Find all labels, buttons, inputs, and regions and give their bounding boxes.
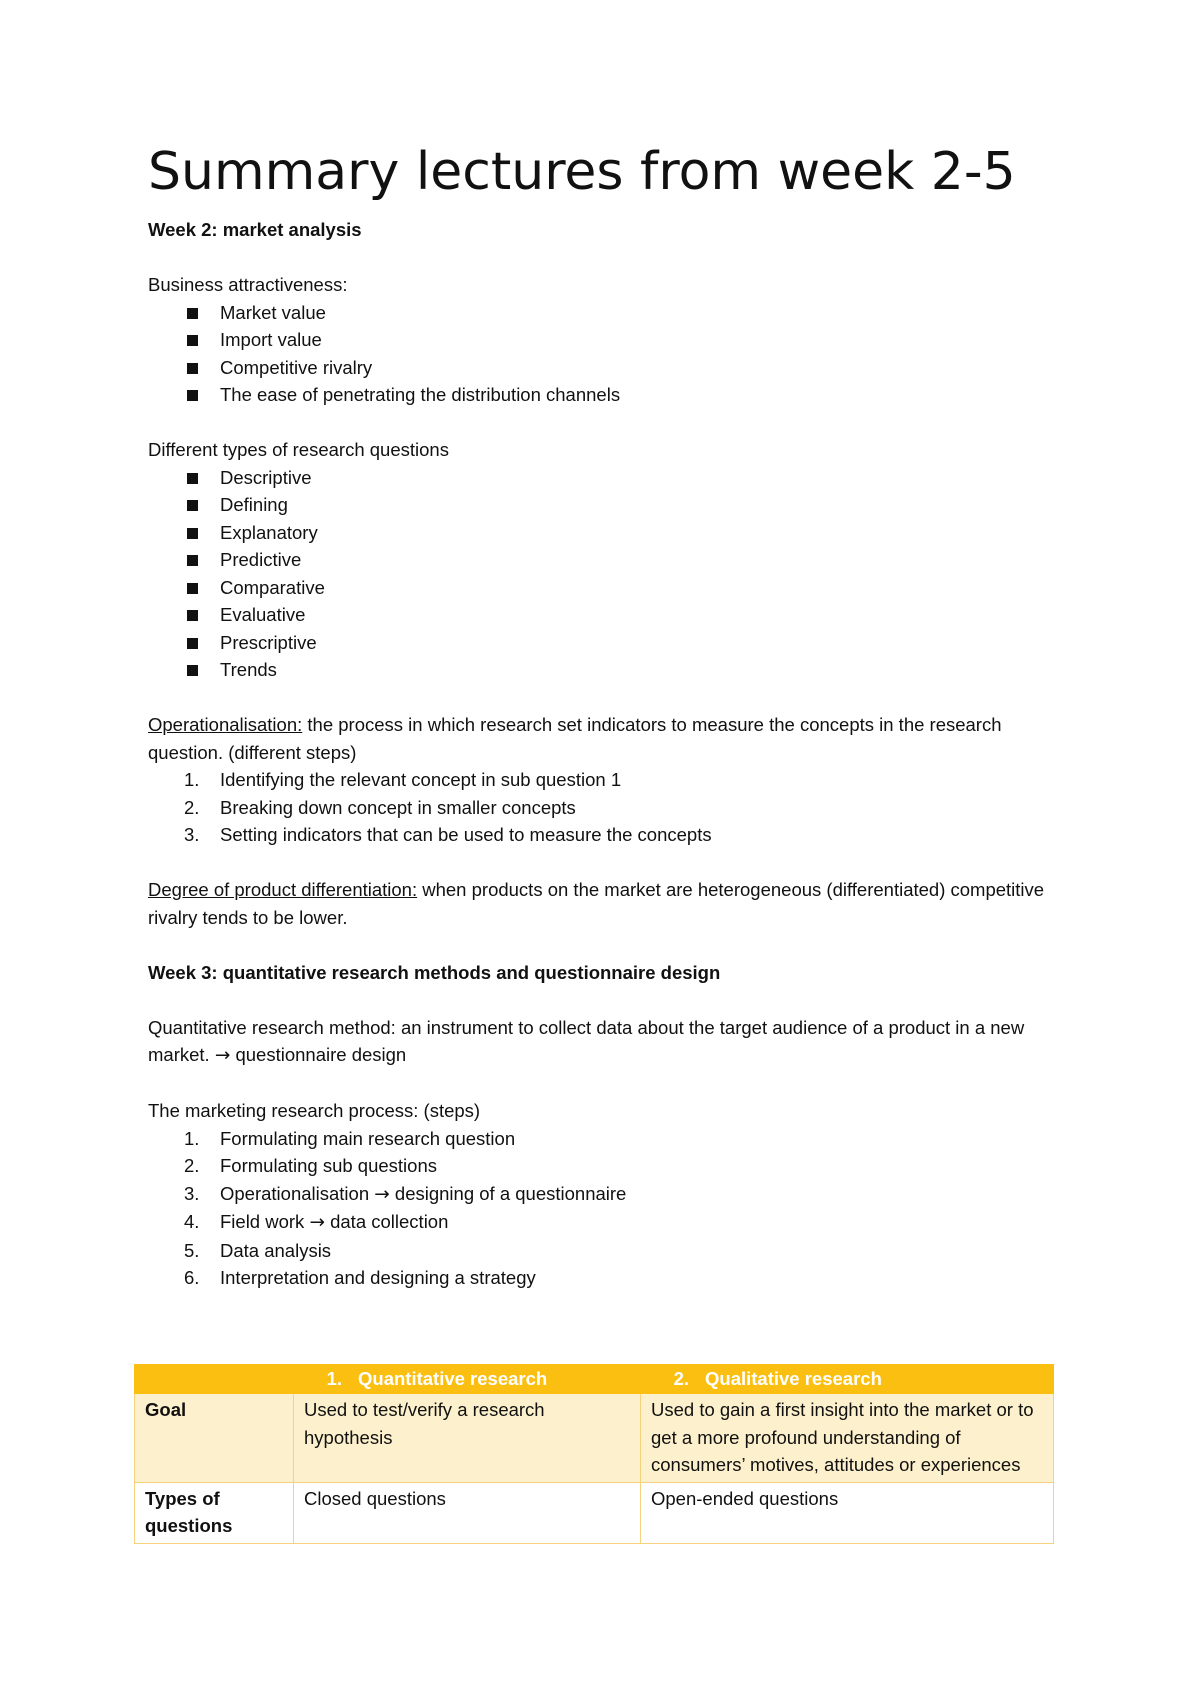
list-item: 2. Breaking down concept in smaller concepts xyxy=(184,796,576,818)
list-item: Competitive rivalry xyxy=(148,354,1060,382)
right-arrow-icon: → xyxy=(374,1183,390,1205)
square-bullet-icon xyxy=(187,555,198,566)
list-item: Defining xyxy=(148,491,1060,519)
research-questions-label: Different types of research questions xyxy=(148,439,449,460)
cell-qualitative-goal: Used to gain a first insight into the market or to get a more profound understanding of consumers’ motives, attitudes or experiences xyxy=(641,1394,1054,1483)
table-row xyxy=(135,1394,1054,1483)
list-item: 3. Operationalisation → designing of a questionnaire xyxy=(184,1182,627,1205)
square-bullet-icon xyxy=(187,308,198,319)
list-item: 4. Field work → data collection xyxy=(184,1211,449,1233)
square-bullet-icon xyxy=(187,665,198,676)
document-content xyxy=(148,140,1060,1292)
document-title: Summary lectures from week 2-5 xyxy=(148,142,1016,202)
list-item: The ease of penetrating the distribution channels xyxy=(148,381,1060,409)
square-bullet-icon xyxy=(187,638,198,649)
row-label-goal: Goal xyxy=(135,1394,294,1483)
square-bullet-icon xyxy=(187,363,198,374)
list-item: Import value xyxy=(148,326,1060,354)
differentiation-paragraph xyxy=(148,876,1060,931)
table-header-row xyxy=(135,1365,1054,1394)
research-questions-list xyxy=(148,464,1060,684)
square-bullet-icon xyxy=(187,583,198,594)
operationalisation-term: Operationalisation: xyxy=(148,714,303,735)
list-item: Market value xyxy=(148,299,1060,327)
research-comparison-table xyxy=(134,1364,1054,1544)
right-arrow-icon: → xyxy=(214,1045,231,1066)
square-bullet-icon xyxy=(187,500,198,511)
table-header-qualitative: 2. Qualitative research xyxy=(641,1365,1054,1394)
operationalisation-steps xyxy=(148,766,1060,849)
list-item: 5. Data analysis xyxy=(184,1239,332,1261)
right-arrow-icon: → xyxy=(309,1212,325,1233)
week3-heading: Week 3: quantitative research methods and questionnaire design xyxy=(148,961,721,983)
table-header-empty xyxy=(135,1365,294,1394)
list-item: Comparative xyxy=(148,574,1060,602)
research-process-label: The marketing research process: (steps) xyxy=(148,1100,481,1121)
business-attractiveness-list xyxy=(148,299,1060,409)
square-bullet-icon xyxy=(187,610,198,621)
square-bullet-icon xyxy=(187,390,198,401)
list-item: Predictive xyxy=(148,546,1060,574)
list-item: 6. Interpretation and designing a strategy xyxy=(184,1267,536,1288)
cell-qualitative-question-types: Open-ended questions xyxy=(641,1482,1054,1543)
square-bullet-icon xyxy=(187,335,198,346)
table-header-quantitative: 1. Quantitative research xyxy=(294,1365,641,1394)
differentiation-term: Degree of product differentiation: xyxy=(148,879,418,900)
quantitative-method-paragraph: Quantitative research method: an instrument to collect data about the target audience of a product in a new market. → questionnaire design xyxy=(148,1016,1025,1066)
list-item: 1. Formulating main research question xyxy=(184,1127,516,1149)
week2-heading: Week 2: market analysis xyxy=(148,219,362,240)
list-item: 1. Identifying the relevant concept in sub question 1 xyxy=(184,769,622,790)
list-item: Descriptive xyxy=(148,464,1060,492)
cell-quantitative-goal: Used to test/verify a research hypothesis xyxy=(294,1394,641,1483)
operationalisation-paragraph xyxy=(148,711,1060,766)
square-bullet-icon xyxy=(187,473,198,484)
square-bullet-icon xyxy=(187,528,198,539)
table-row xyxy=(135,1482,1054,1543)
differentiation-definition: when products on the market are heterogeneous (differentiated) competitive rivalry tends to be lower. xyxy=(148,879,1045,928)
list-item: 2. Formulating sub questions xyxy=(184,1155,437,1176)
list-item: Explanatory xyxy=(148,519,1060,547)
row-label-question-types: Types of questions xyxy=(135,1482,294,1543)
list-item: 3. Setting indicators that can be used to measure the concepts xyxy=(184,824,712,845)
list-item: Prescriptive xyxy=(148,629,1060,657)
operationalisation-definition: the process in which research set indicators to measure the concepts in the research question. (different steps) xyxy=(148,714,1002,763)
business-attractiveness-label: Business attractiveness: xyxy=(148,274,348,295)
cell-quantitative-question-types: Closed questions xyxy=(294,1482,641,1543)
list-item: Trends xyxy=(148,656,1060,684)
research-process-steps xyxy=(148,1125,1060,1292)
list-item: Evaluative xyxy=(148,601,1060,629)
